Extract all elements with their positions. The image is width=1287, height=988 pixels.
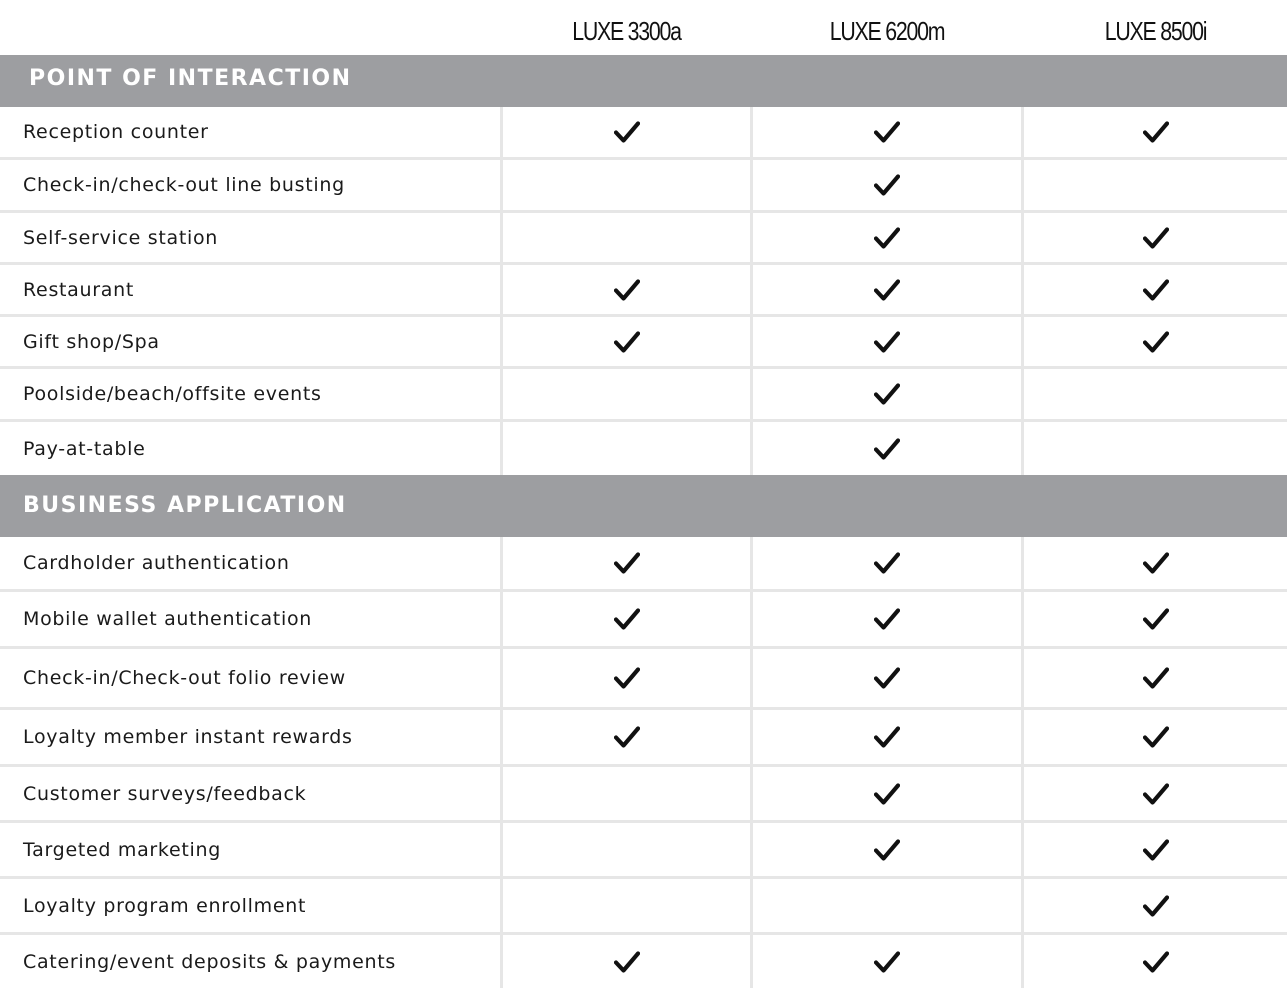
checkmark-icon	[874, 607, 900, 631]
checkmark-icon	[874, 382, 900, 406]
table-row	[0, 107, 1287, 160]
feature-cell-3	[1024, 317, 1287, 366]
feature-cell-1	[503, 710, 750, 764]
table-row	[0, 369, 1287, 422]
row-label: Self-service station	[23, 226, 219, 249]
feature-cell-3	[1024, 935, 1287, 988]
feature-cell-1	[503, 879, 750, 932]
checkmark-icon	[1143, 330, 1169, 354]
checkmark-icon	[874, 226, 900, 250]
feature-cell-3	[1024, 369, 1287, 419]
section-title: BUSINESS APPLICATION	[23, 493, 347, 518]
feature-cell-1	[503, 767, 750, 820]
row-label: Mobile wallet authentication	[23, 608, 313, 630]
feature-cell-3	[1024, 537, 1287, 589]
checkmark-icon	[874, 666, 900, 690]
checkmark-icon	[1143, 226, 1169, 250]
feature-cell-1	[503, 160, 750, 210]
column-header-luxe-6200m: LUXE 6200m	[829, 16, 945, 46]
feature-cell-1	[503, 265, 750, 314]
feature-cell-1	[503, 649, 750, 707]
checkmark-icon	[874, 551, 900, 575]
row-label: Poolside/beach/offsite events	[23, 383, 322, 405]
checkmark-icon	[614, 725, 640, 749]
checkmark-icon	[874, 782, 900, 806]
feature-cell-1	[503, 537, 750, 589]
checkmark-icon	[1143, 278, 1169, 302]
feature-cell-2	[753, 823, 1021, 876]
checkmark-icon	[1143, 120, 1169, 144]
feature-cell-3	[1024, 767, 1287, 820]
feature-cell-1	[503, 935, 750, 988]
table-row	[0, 160, 1287, 213]
feature-cell-1	[503, 369, 750, 419]
feature-cell-1	[503, 213, 750, 262]
column-header-row	[0, 0, 1287, 55]
feature-cell-3	[1024, 107, 1287, 157]
checkmark-icon	[1143, 950, 1169, 974]
feature-cell-2	[753, 710, 1021, 764]
checkmark-icon	[614, 666, 640, 690]
section-title: POINT OF INTERACTION	[29, 66, 352, 91]
feature-cell-2	[753, 935, 1021, 988]
row-label: Gift shop/Spa	[23, 330, 160, 353]
checkmark-icon	[1143, 607, 1169, 631]
checkmark-icon	[614, 551, 640, 575]
feature-cell-2	[753, 767, 1021, 820]
row-label: Loyalty member instant rewards	[23, 726, 353, 748]
feature-cell-3	[1024, 265, 1287, 314]
feature-cell-2	[753, 879, 1021, 932]
checkmark-icon	[614, 120, 640, 144]
column-header-luxe-3300a: LUXE 3300a	[572, 16, 681, 46]
feature-cell-2	[753, 422, 1021, 475]
checkmark-icon	[874, 838, 900, 862]
feature-cell-3	[1024, 592, 1287, 646]
row-label: Customer surveys/feedback	[23, 782, 307, 805]
checkmark-icon	[874, 173, 900, 197]
checkmark-icon	[614, 278, 640, 302]
row-label: Check-in/check-out line busting	[23, 174, 345, 196]
checkmark-icon	[874, 330, 900, 354]
checkmark-icon	[1143, 782, 1169, 806]
feature-cell-2	[753, 537, 1021, 589]
feature-cell-2	[753, 265, 1021, 314]
checkmark-icon	[1143, 725, 1169, 749]
row-label: Targeted marketing	[23, 838, 221, 861]
feature-cell-3	[1024, 649, 1287, 707]
feature-cell-2	[753, 107, 1021, 157]
row-label: Loyalty program enrollment	[23, 894, 307, 917]
feature-cell-2	[753, 649, 1021, 707]
checkmark-icon	[1143, 838, 1169, 862]
column-header-luxe-8500i: LUXE 8500i	[1104, 16, 1207, 46]
table-row	[0, 710, 1287, 767]
checkmark-icon	[874, 437, 900, 461]
checkmark-icon	[874, 278, 900, 302]
table-row	[0, 213, 1287, 265]
table-row	[0, 592, 1287, 649]
checkmark-icon	[614, 330, 640, 354]
checkmark-icon	[1143, 894, 1169, 918]
table-row	[0, 265, 1287, 317]
row-label: Pay-at-table	[23, 437, 146, 460]
table-row	[0, 879, 1287, 935]
checkmark-icon	[1143, 666, 1169, 690]
feature-cell-3	[1024, 160, 1287, 210]
checkmark-icon	[874, 120, 900, 144]
table-row	[0, 935, 1287, 988]
feature-cell-1	[503, 107, 750, 157]
feature-cell-1	[503, 422, 750, 475]
checkmark-icon	[874, 950, 900, 974]
checkmark-icon	[1143, 551, 1169, 575]
row-label: Check-in/Check-out folio review	[23, 667, 346, 689]
row-label: Reception counter	[23, 121, 209, 143]
feature-cell-1	[503, 317, 750, 366]
feature-cell-2	[753, 160, 1021, 210]
feature-cell-3	[1024, 879, 1287, 932]
table-row	[0, 537, 1287, 592]
feature-cell-2	[753, 213, 1021, 262]
feature-cell-3	[1024, 823, 1287, 876]
feature-cell-3	[1024, 422, 1287, 475]
checkmark-icon	[614, 950, 640, 974]
table-row	[0, 422, 1287, 475]
feature-cell-2	[753, 317, 1021, 366]
table-row	[0, 767, 1287, 823]
row-label: Restaurant	[23, 278, 135, 301]
feature-cell-2	[753, 369, 1021, 419]
checkmark-icon	[614, 607, 640, 631]
row-label: Catering/event deposits & payments	[23, 950, 396, 973]
feature-cell-3	[1024, 213, 1287, 262]
table-row	[0, 317, 1287, 369]
feature-cell-3	[1024, 710, 1287, 764]
feature-cell-1	[503, 592, 750, 646]
table-row	[0, 649, 1287, 710]
feature-cell-1	[503, 823, 750, 876]
section-business-application	[0, 475, 1287, 537]
checkmark-icon	[874, 725, 900, 749]
feature-cell-2	[753, 592, 1021, 646]
section-point-of-interaction	[0, 55, 1287, 107]
table-row	[0, 823, 1287, 879]
row-label: Cardholder authentication	[23, 552, 290, 574]
